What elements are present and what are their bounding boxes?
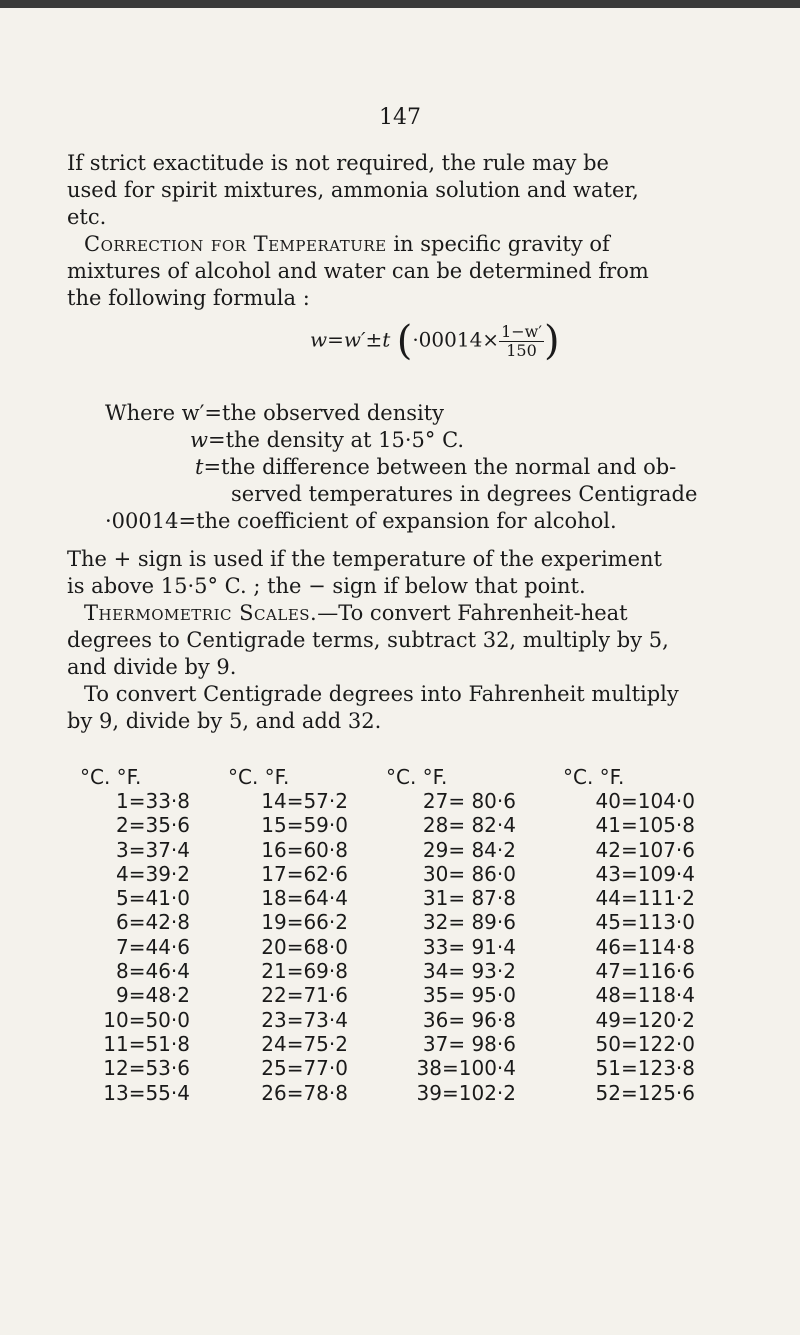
conversion-row: 4=39·2 <box>115 861 190 886</box>
intro-line-3: etc. <box>67 205 107 229</box>
conversion-row: 50=122·0 <box>595 1031 695 1056</box>
definition-label: w <box>190 428 208 452</box>
conversion-row: 32= 89·6 <box>422 910 516 935</box>
thermometric-line-1 <box>84 600 628 627</box>
conversion-row: 11=51·8 <box>103 1031 190 1056</box>
conversion-column <box>563 765 695 1105</box>
definition-row <box>231 481 697 508</box>
conversion-row: 10=50·0 <box>103 1007 190 1032</box>
conversion-row: 21=69·8 <box>261 959 348 984</box>
conversion-row: 18=64·4 <box>261 886 348 911</box>
sign-note-line-2: is above 15·5° C. ; the − sign if below that point. <box>67 574 586 598</box>
conversion-row: 24=75·2 <box>261 1031 348 1056</box>
correction-heading: Correction for Temperature <box>84 232 387 256</box>
conversion-row: 15=59·0 <box>261 813 348 838</box>
conversion-column <box>80 765 190 1105</box>
formula-fraction <box>499 323 544 360</box>
conversion-row: 6=42·8 <box>115 910 190 935</box>
conversion-row: 31= 87·8 <box>422 886 516 911</box>
page-number: 147 <box>379 105 421 130</box>
definition-text: =the observed density <box>204 401 445 425</box>
definition-label: ·00014 <box>105 509 179 533</box>
conversion-row: 34= 93·2 <box>422 959 516 984</box>
thermometric-line-4: To convert Centigrade degrees into Fahrenheit multiply <box>84 682 679 706</box>
conversion-row: 1=33·8 <box>115 789 190 813</box>
conversion-row: 47=116·6 <box>595 959 695 984</box>
conversion-row: 49=120·2 <box>595 1007 695 1032</box>
conversion-row: 16=60·8 <box>261 837 348 862</box>
formula-close-paren: ) <box>543 318 560 364</box>
definition-text: =the coefficient of expansion for alcohol. <box>178 509 617 533</box>
thermometric-heading: Thermometric Scales. <box>84 601 318 625</box>
conversion-row: 2=35·6 <box>115 813 190 838</box>
conversion-row: 36= 96·8 <box>422 1007 516 1032</box>
conversion-row: 35= 95·0 <box>422 983 516 1008</box>
conversion-row: 48=118·4 <box>595 983 695 1008</box>
conversion-row: 5=41·0 <box>115 886 190 911</box>
conversion-row: 52=125·6 <box>595 1080 695 1105</box>
conversion-row: 38=100·4 <box>416 1056 516 1081</box>
definition-label: Where w′ <box>105 401 205 425</box>
conversion-row: 12=53·6 <box>103 1056 190 1081</box>
conversion-column <box>228 765 348 1105</box>
conversion-row: 43=109·4 <box>595 861 695 886</box>
conversion-row: 14=57·2 <box>261 789 348 813</box>
conversion-row: 22=71·6 <box>261 983 348 1008</box>
correction-line-2: mixtures of alcohol and water can be determined from <box>67 259 649 283</box>
definition-row <box>190 427 464 454</box>
formula-lhs: w=w′±t <box>310 327 391 352</box>
definition-text: =the density at 15·5° C. <box>207 428 465 452</box>
definition-row <box>105 508 617 535</box>
definition-label: t <box>195 455 204 479</box>
definition-text: served temperatures in degrees Centigrade <box>231 482 698 506</box>
conversion-row: 41=105·8 <box>595 813 695 838</box>
formula-coef: ·00014× <box>412 327 500 352</box>
thermometric-line-1-rest: —To convert Fahrenheit-heat <box>317 601 628 625</box>
conversion-row: 37= 98·6 <box>422 1031 516 1056</box>
conversion-row: 25=77·0 <box>261 1056 348 1081</box>
column-header: °C. °F. <box>386 765 448 789</box>
intro-line-1: If strict exactitude is not required, the rule may be <box>67 151 609 175</box>
definition-row <box>195 454 676 481</box>
conversion-row: 28= 82·4 <box>422 813 516 838</box>
definition-text: =the difference between the normal and ob- <box>203 455 677 479</box>
thermometric-line-2: degrees to Centigrade terms, subtract 32, multiply by 5, <box>67 628 669 652</box>
conversion-column <box>386 765 516 1105</box>
correction-line-3: the following formula : <box>67 286 310 310</box>
sign-note-line-1: The + sign is used if the temperature of the experiment <box>67 547 662 571</box>
intro-line-2: used for spirit mixtures, ammonia solution and water, <box>67 178 639 202</box>
conversion-row: 44=111·2 <box>595 886 695 911</box>
conversion-row: 46=114·8 <box>595 934 695 959</box>
conversion-row: 45=113·0 <box>595 910 695 935</box>
conversion-row: 33= 91·4 <box>422 934 516 959</box>
conversion-row: 26=78·8 <box>261 1080 348 1105</box>
column-header: °C. °F. <box>563 765 625 789</box>
conversion-row: 7=44·6 <box>115 934 190 959</box>
conversion-row: 39=102·2 <box>416 1080 516 1105</box>
conversion-row: 20=68·0 <box>261 934 348 959</box>
conversion-row: 8=46·4 <box>115 959 190 984</box>
density-formula <box>310 318 560 364</box>
conversion-row: 51=123·8 <box>595 1056 695 1081</box>
conversion-row: 29= 84·2 <box>422 837 516 862</box>
formula-open-paren: ( <box>396 318 413 364</box>
conversion-row: 3=37·4 <box>115 837 190 862</box>
conversion-row: 17=62·6 <box>261 861 348 886</box>
thermometric-line-5: by 9, divide by 5, and add 32. <box>67 709 382 733</box>
conversion-row: 9=48·2 <box>115 983 190 1008</box>
definition-row <box>105 400 444 427</box>
conversion-row: 40=104·0 <box>595 789 695 813</box>
correction-line-1 <box>84 231 610 258</box>
column-header: °C. °F. <box>228 765 290 789</box>
thermometric-line-3: and divide by 9. <box>67 655 237 679</box>
conversion-row: 42=107·6 <box>595 837 695 862</box>
correction-line-1-rest: in specific gravity of <box>386 232 610 256</box>
column-header: °C. °F. <box>80 765 142 789</box>
conversion-row: 13=55·4 <box>103 1080 190 1105</box>
conversion-row: 19=66·2 <box>261 910 348 935</box>
scan-edge <box>0 0 800 8</box>
conversion-row: 30= 86·0 <box>422 861 516 886</box>
conversion-row: 27= 80·6 <box>422 789 516 813</box>
conversion-row: 23=73·4 <box>261 1007 348 1032</box>
formula-denominator: 150 <box>506 340 537 360</box>
formula-numerator: 1−w′ <box>501 321 542 341</box>
